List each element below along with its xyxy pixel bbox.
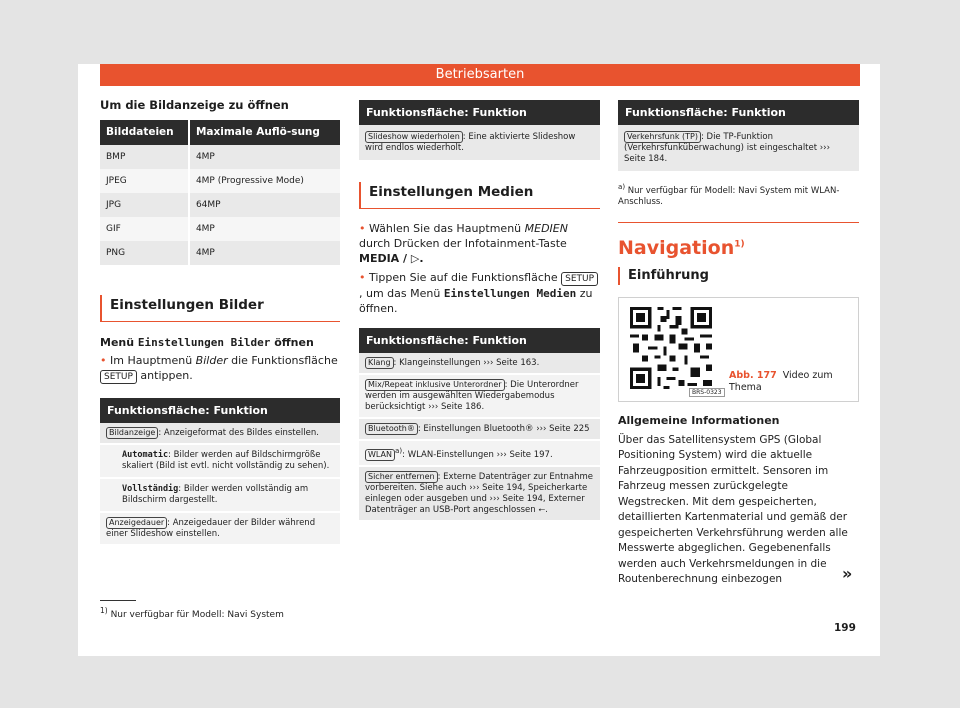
- function-table-header: Funktionsfläche: Funktion: [100, 398, 340, 423]
- text: Nur verfügbar für Modell: Navi System: [107, 610, 284, 620]
- text: : Anzeigeformat des Bildes einstellen.: [158, 428, 319, 438]
- table-cell: 64MP: [189, 193, 340, 217]
- text: : Bilder werden vollständig am Bildschirm dargestellt.: [122, 484, 309, 505]
- menu-name: MEDIEN: [524, 222, 568, 235]
- setup-key: SETUP: [100, 370, 137, 384]
- table-cell: 4MP: [189, 217, 340, 241]
- footnote-ref: a): [395, 446, 403, 455]
- text: die Funktionsfläche: [227, 354, 338, 367]
- text: Wählen Sie das Hauptmenü: [369, 222, 525, 235]
- menu-name: Einstellungen Medien: [443, 287, 577, 300]
- text: Video zum Thema: [729, 369, 833, 393]
- figure-caption: [729, 370, 854, 394]
- bullet-item: [100, 353, 340, 384]
- table-header: Bilddateien: [100, 120, 189, 145]
- text: zu öffnen.: [359, 287, 593, 315]
- function-key: Mix/Repeat inklusive Unterordner: [365, 379, 505, 391]
- text: Menü: [100, 336, 138, 349]
- text: Im Hauptmenü: [110, 354, 196, 367]
- text: , um das Menü: [359, 287, 444, 300]
- figure-code: BRS-0323: [689, 388, 725, 397]
- option-name: Automatic: [122, 450, 169, 460]
- table-row: [100, 145, 340, 169]
- column-middle: [359, 98, 600, 520]
- function-table-header: Funktionsfläche: Funktion: [359, 100, 600, 125]
- function-table-bilder: [100, 398, 340, 544]
- text: : Die TP-Funktion (Verkehrsfunküberwachung) ist eingeschaltet ››› Seite 184.: [624, 132, 830, 164]
- footnote-ref: a): [618, 182, 626, 191]
- function-table-slideshow: [359, 100, 600, 160]
- table-header: Maximale Auflö-sung: [189, 120, 340, 145]
- option-name: Vollständig: [122, 484, 179, 494]
- function-key: Sicher entfernen: [365, 471, 438, 483]
- section-title-bilder: Einstellungen Bilder: [100, 295, 340, 322]
- intro-heading: Um die Bildanzeige zu öffnen: [100, 98, 289, 112]
- function-key: Slideshow wiederholen: [365, 131, 463, 143]
- list-item: [359, 373, 600, 417]
- qr-code-icon[interactable]: [627, 304, 715, 392]
- list-item: [359, 417, 600, 439]
- menu-open-heading: [100, 336, 340, 349]
- section-title-einfuehrung: Einführung: [618, 267, 859, 285]
- list-item: [359, 353, 600, 373]
- video-figure[interactable]: [618, 297, 859, 402]
- text: Navigation: [618, 236, 735, 259]
- table-cell: JPEG: [100, 169, 189, 193]
- page-number: 199: [834, 622, 856, 634]
- table-cell: 4MP: [189, 241, 340, 265]
- function-key: Bluetooth®: [365, 423, 418, 435]
- bullet-item: [359, 270, 600, 316]
- menu-name: Einstellungen Bilder: [137, 336, 271, 349]
- subheading-info: Allgemeine Informationen: [618, 413, 780, 427]
- table-cell: BMP: [100, 145, 189, 169]
- list-item: [618, 125, 859, 171]
- table-cell: GIF: [100, 217, 189, 241]
- function-key: Klang: [365, 357, 394, 369]
- table-cell: 4MP (Progressive Mode): [189, 169, 340, 193]
- section-title-medien: Einstellungen Medien: [359, 182, 600, 209]
- function-table-tp: [618, 100, 859, 171]
- text: : Eine aktivierte Slideshow wird endlos wiederholt.: [365, 132, 576, 153]
- divider: [618, 222, 859, 223]
- function-key: Verkehrsfunk (TP): [624, 131, 701, 143]
- column-right: [618, 98, 859, 588]
- chapter-header: Betriebsarten: [100, 64, 860, 86]
- text: öffnen: [270, 336, 314, 349]
- footnote-ref: 1): [734, 239, 745, 250]
- column-left: [100, 98, 340, 544]
- figure-number: Abb. 177: [729, 369, 777, 381]
- text: : Einstellungen Bluetooth® ››› Seite 225: [417, 424, 590, 434]
- chapter-title: [618, 237, 859, 259]
- list-item: [359, 465, 600, 520]
- table-row: [100, 193, 340, 217]
- list-item: [100, 443, 340, 477]
- table-cell: 4MP: [189, 145, 340, 169]
- menu-name: Bilder: [195, 354, 228, 367]
- function-key: WLAN: [365, 449, 395, 461]
- footnote-ref: 1): [100, 606, 108, 615]
- table-cell: JPG: [100, 193, 189, 217]
- list-item: [359, 125, 600, 160]
- text: : Anzeigedauer der Bilder während einer Slideshow einstellen.: [106, 518, 316, 539]
- setup-key: SETUP: [561, 272, 598, 286]
- continue-marker: »: [842, 564, 853, 583]
- text: antippen.: [136, 369, 193, 382]
- list-item: [359, 439, 600, 465]
- text: durch Drücken der Infotainment-Taste: [359, 237, 567, 250]
- footnote-a: [618, 181, 859, 208]
- bullet-item: [359, 221, 600, 266]
- body-text: Über das Satellitensystem GPS (Global Positioning System) wird die aktuelle Fahrzeugposition ermittelt. Sensoren im Fahrzeug messen zurückgelegte Wegstrecken. Mit dem gespeicherten, detaillierten Kartenmaterial und gemäß der gespeicherten Verkehrsführung werden alle Messwerte abgeglichen. Gegebenenfalls werden auch Verkehrsmeldungen in die Routenberechnung einbezogen: [618, 433, 848, 586]
- bullet-icon: •: [100, 354, 110, 367]
- function-key: Anzeigedauer: [106, 517, 167, 529]
- bullet-icon: •: [359, 271, 369, 284]
- footnote-divider: [100, 600, 136, 601]
- table-row: [100, 241, 340, 265]
- image-format-table: [100, 120, 340, 265]
- text: : Klangeinstellungen ››› Seite 163.: [393, 358, 540, 368]
- function-table-header: Funktionsfläche: Funktion: [359, 328, 600, 353]
- text: : Die Unterordner werden im ausgewählten Wiedergabemodus berücksichtigt ››› Seite 186.: [365, 380, 579, 412]
- bullet-icon: •: [359, 222, 369, 235]
- table-row: [100, 217, 340, 241]
- text: Tippen Sie auf die Funktionsfläche: [369, 271, 562, 284]
- text: : Externe Datenträger zur Entnahme vorbereiten. Siehe auch ››› Seite 194, Speicherkarte einlegen oder ausgeben und ››› Seite 194, Externer Datenträger an USB-Port angeschlossen ⭠.: [365, 471, 593, 515]
- function-table-medien: [359, 328, 600, 520]
- text: Nur verfügbar für Modell: Navi System mit WLAN-Anschluss.: [618, 185, 840, 207]
- list-item: [100, 423, 340, 443]
- list-item: [100, 511, 340, 544]
- table-cell: PNG: [100, 241, 189, 265]
- table-row: [100, 169, 340, 193]
- list-item: [100, 477, 340, 511]
- text: : WLAN-Einstellungen ››› Seite 197.: [402, 449, 553, 460]
- function-table-header: Funktionsfläche: Funktion: [618, 100, 859, 125]
- function-key: Bildanzeige: [106, 427, 158, 439]
- text: : Bilder werden auf Bildschirmgröße skaliert (Bild ist evtl. nicht vollständig zu sehen).: [122, 450, 330, 471]
- media-key-icon: MEDIA / ▷.: [359, 252, 424, 265]
- footnote-1: [100, 606, 284, 620]
